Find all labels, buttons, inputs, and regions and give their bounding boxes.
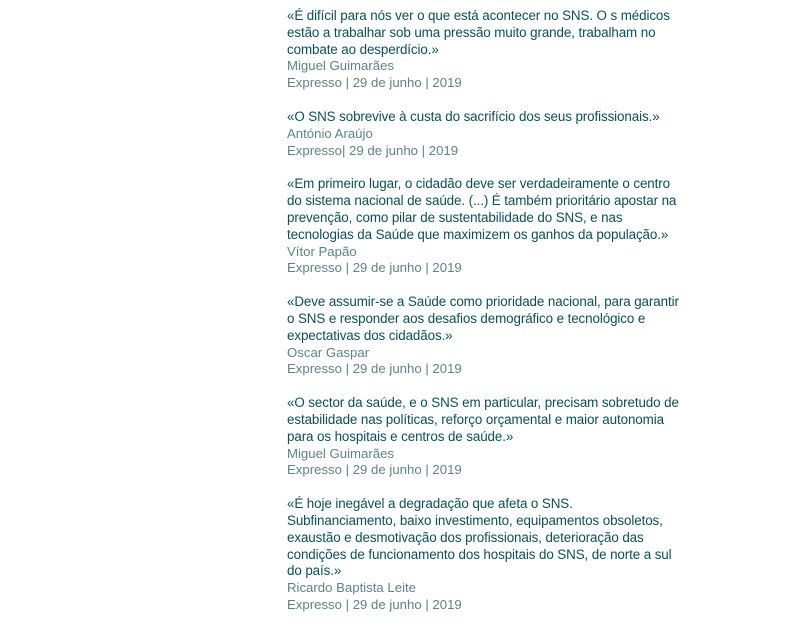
quote-item bbox=[287, 8, 683, 92]
quote-item bbox=[287, 294, 683, 378]
quote-item bbox=[287, 496, 683, 614]
quote-author: Miguel Guimarães bbox=[287, 58, 395, 74]
quote-source: Expresso | 29 de junho | 2019 bbox=[287, 462, 462, 478]
quote-text: «O SNS sobrevive à custa do sacrifício dos seus profissionais.» bbox=[287, 108, 660, 124]
quote-source: Expresso | 29 de junho | 2019 bbox=[287, 596, 462, 612]
quote-author: Oscar Gaspar bbox=[287, 344, 370, 360]
quote-author: Ricardo Baptista Leite bbox=[287, 580, 417, 596]
quote-item bbox=[287, 109, 683, 159]
quote-text: «Deve assumir-se a Saúde como prioridade nacional, para garantir o SNS e responder aos desafios demográfico e tecnológico e expectativas dos cidadãos.» bbox=[287, 294, 679, 343]
quote-text: «O sector da saúde, e o SNS em particular, precisam sobretudo de estabilidade nas políticas, reforço orçamental e maior autonomia para os hospitais e centros de saúde.» bbox=[287, 395, 679, 444]
quote-text: «É hoje inegável a degradação que afeta o SNS. Subfinanciamento, baixo investimento, equipamentos obsoletos, exaustão e desmotivação dos profissionais, deterioração das condições de funcionamento dos hospitais do SNS, de norte a sul do país.» bbox=[287, 496, 672, 579]
quote-author: Vítor Papão bbox=[287, 243, 357, 259]
quote-text: «É difícil para nós ver o que está acontecer no SNS. O s médicos estão a trabalhar sob uma pressão muito grande, trabalham no combate ao desperdício.» bbox=[287, 8, 670, 57]
quote-source: Expresso | 29 de junho | 2019 bbox=[287, 361, 462, 377]
quote-source: Expresso| 29 de junho | 2019 bbox=[287, 142, 459, 158]
quote-author: António Araújo bbox=[287, 125, 373, 141]
quote-text: «Em primeiro lugar, o cidadão deve ser verdadeiramente o centro do sistema nacional de saúde. (...) É também prioritário apostar na prevenção, como pilar de sustentabilidade do SNS, e nas tecnologias da Saúde que maximizem os ganhos da população.» bbox=[287, 176, 677, 242]
quotes-list bbox=[287, 8, 683, 631]
quote-source: Expresso | 29 de junho | 2019 bbox=[287, 260, 462, 276]
quote-item bbox=[287, 176, 683, 277]
quote-source: Expresso | 29 de junho | 2019 bbox=[287, 75, 462, 91]
quote-author: Miguel Guimarães bbox=[287, 445, 395, 461]
quote-item bbox=[287, 395, 683, 479]
